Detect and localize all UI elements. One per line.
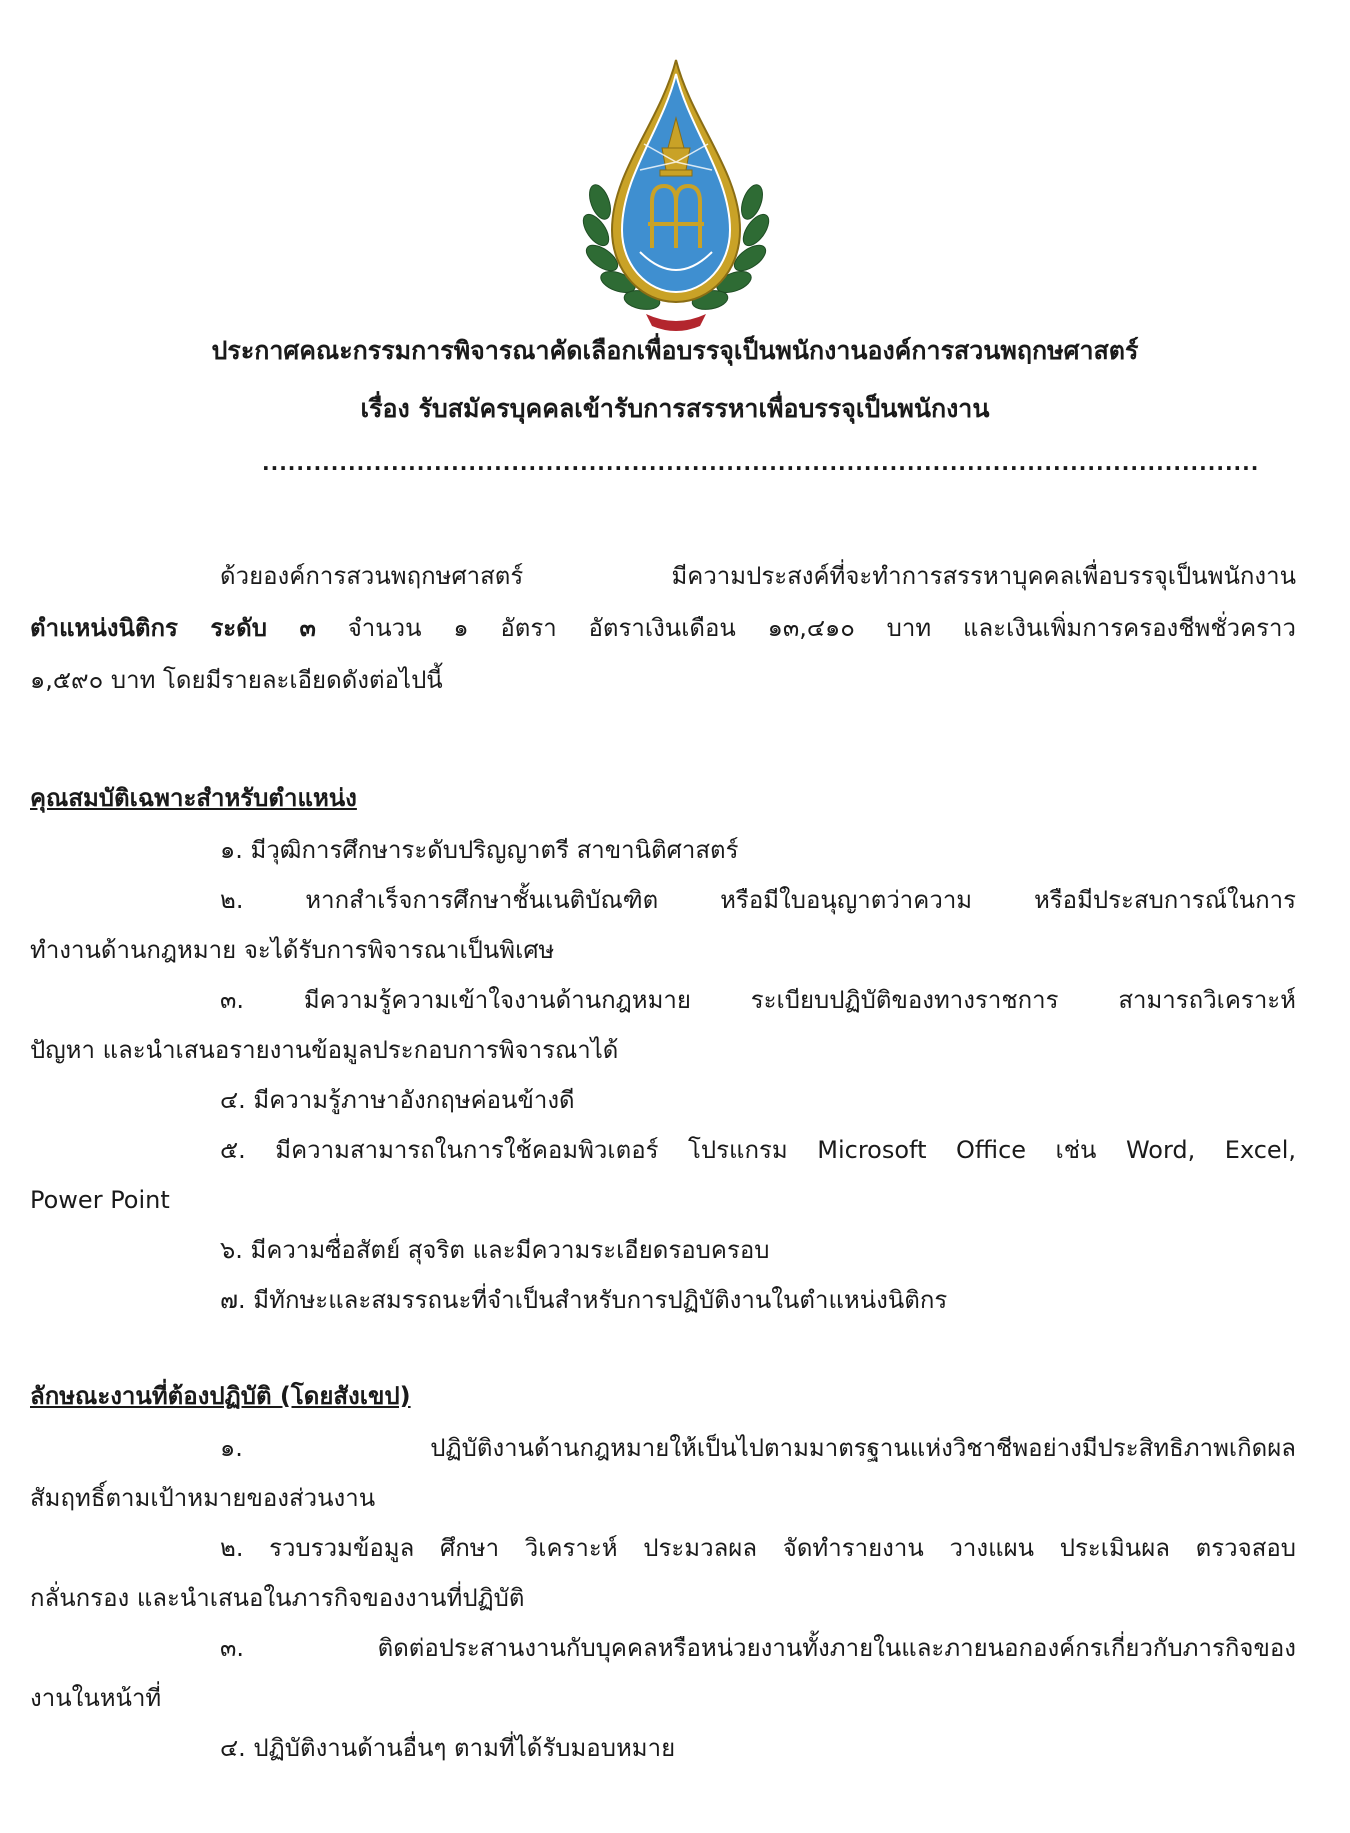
organization-logo (560, 52, 792, 334)
position-title: ตำแหน่งนิติกร ระดับ ๓ (30, 614, 316, 642)
qualification-item-6: ๖. มีความซื่อสัตย์ สุจริต และมีความระเอียดรอบครอบ (220, 1236, 770, 1264)
qualification-item-2a: ๒. หากสำเร็จการศึกษาชั้นเนติบัณฑิต หรือมีใบอนุญาตว่าความ หรือมีประสบการณ์ในการ (220, 886, 1296, 914)
duty-item-3a: ๓. ติดต่อประสานงานกับบุคคลหรือหน่วยงานทั้งภายในและภายนอกองค์กรเกี่ยวกับภารกิจของ (220, 1634, 1296, 1662)
duty-item-1b: สัมฤทธิ์ตามเป้าหมายของส่วนงาน (30, 1484, 376, 1512)
qualification-item-2b: ทำงานด้านกฎหมาย จะได้รับการพิจารณาเป็นพิเศษ (30, 936, 555, 964)
qualification-item-1: ๑. มีวุฒิการศึกษาระดับปริญญาตรี สาขานิติศาสตร์ (220, 836, 739, 864)
qualification-item-5b: Power Point (30, 1186, 170, 1214)
qualification-item-7: ๗. มีทักษะและสมรรถนะที่จำเป็นสำหรับการปฏิบัติงานในตำแหน่งนิติกร (220, 1286, 948, 1314)
announcement-subject: เรื่อง รับสมัครบุคคลเข้ารับการสรรหาเพื่อบรรจุเป็นพนักงาน (360, 394, 990, 423)
duty-item-3b: งานในหน้าที่ (30, 1684, 162, 1712)
qualifications-heading: คุณสมบัติเฉพาะสำหรับตำแหน่ง (30, 784, 357, 812)
botanical-garden-emblem (560, 52, 792, 334)
announcement-title: ประกาศคณะกรรมการพิจารณาคัดเลือกเพื่อบรรจุเป็นพนักงานองค์การสวนพฤกษศาสตร์ (211, 336, 1139, 365)
duty-item-4: ๔. ปฏิบัติงานด้านอื่นๆ ตามที่ได้รับมอบหมาย (220, 1734, 676, 1762)
intro-line-2 (30, 612, 1296, 644)
intro-line-3: ๑,๕๙๐ บาท โดยมีรายละเอียดดังต่อไปนี้ (30, 666, 443, 694)
intro-line-1: ด้วยองค์การสวนพฤกษศาสตร์ มีความประสงค์ที่จะทำการสรรหาบุคคลเพื่อบรรจุเป็นพนักงาน (220, 562, 1296, 590)
qualification-item-3b: ปัญหา และนำเสนอรายงานข้อมูลประกอบการพิจารณาได้ (30, 1036, 619, 1064)
intro-line-2-rest: จำนวน ๑ อัตรา อัตราเงินเดือน ๑๓,๔๑๐ บาท และเงินเพิ่มการครองชีพชั่วคราว (315, 614, 1296, 642)
qualification-item-5a: ๕. มีความสามารถในการใช้คอมพิวเตอร์ โปรแกรม Microsoft Office เช่น Word, Excel, (220, 1136, 1296, 1164)
duties-heading: ลักษณะงานที่ต้องปฏิบัติ (โดยสังเขป) (30, 1382, 411, 1410)
duty-item-2b: กลั่นกรอง และนำเสนอในภารกิจของงานที่ปฏิบัติ (30, 1584, 525, 1612)
duty-item-1a: ๑. ปฏิบัติงานด้านกฎหมายให้เป็นไปตามมาตรฐานแห่งวิชาชีพอย่างมีประสิทธิภาพเกิดผล (220, 1434, 1296, 1462)
qualification-item-3a: ๓. มีความรู้ความเข้าใจงานด้านกฎหมาย ระเบียบปฏิบัติของทางราชการ สามารถวิเคราะห์ (220, 986, 1296, 1014)
qualification-item-4: ๔. มีความรู้ภาษาอังกฤษค่อนข้างดี (220, 1086, 575, 1114)
title-separator: .................................................................................................................... (262, 451, 1260, 475)
duty-item-2a: ๒. รวบรวมข้อมูล ศึกษา วิเคราะห์ ประมวลผล จัดทำรายงาน วางแผน ประเมินผล ตรวจสอบ (220, 1534, 1296, 1562)
